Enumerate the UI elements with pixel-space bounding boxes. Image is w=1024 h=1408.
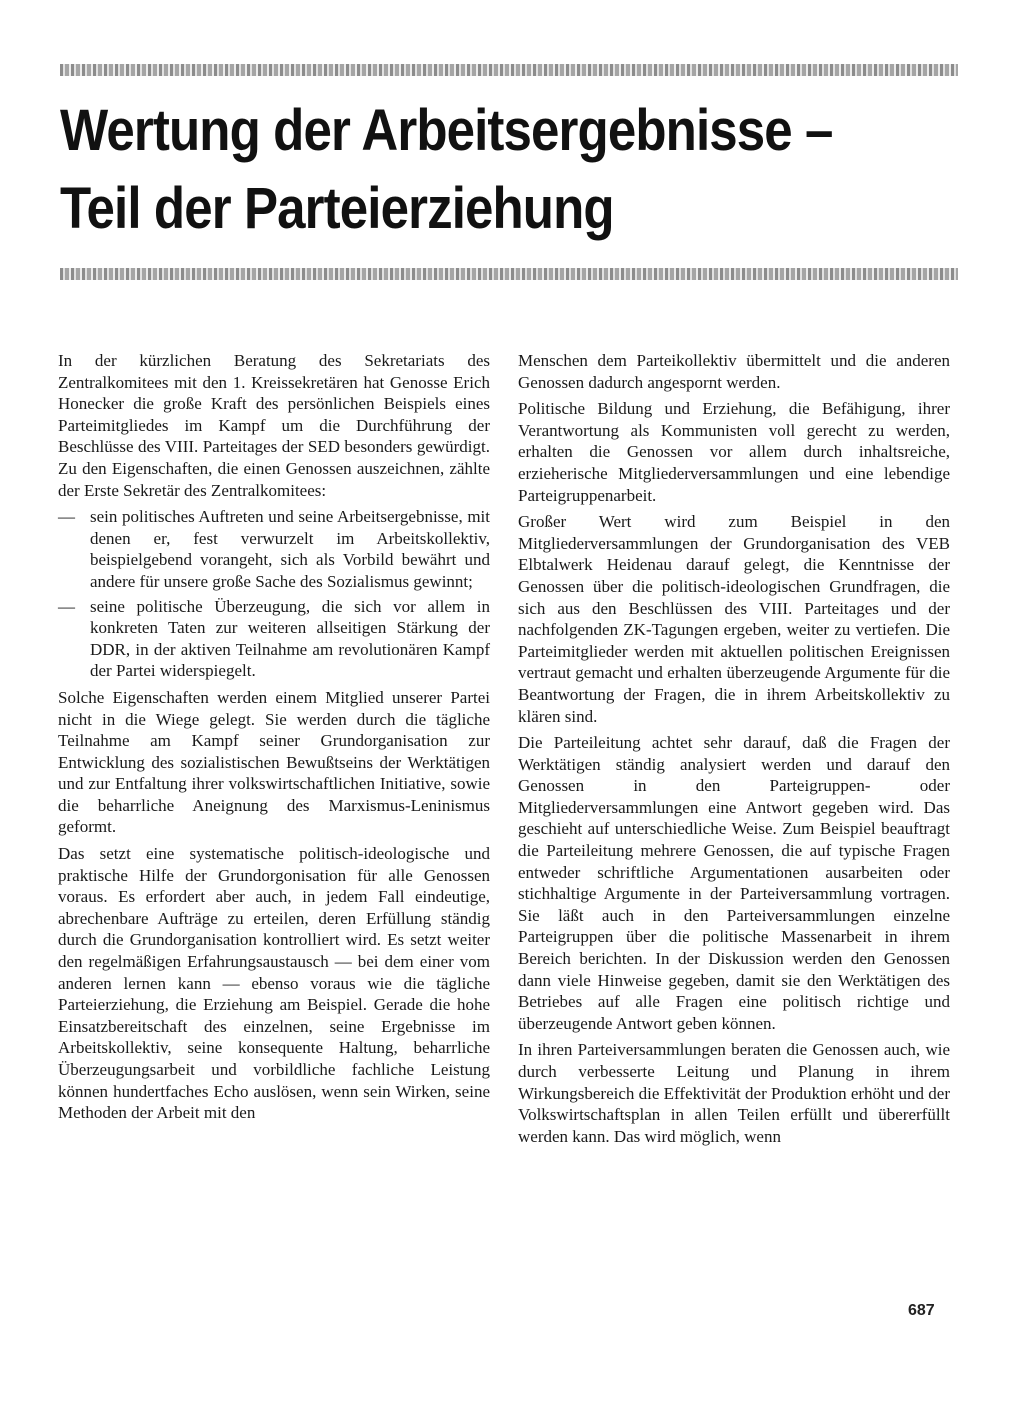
paragraph: In ihren Parteiversammlungen beraten die Genossen auch, wie durch verbesserte Leitung und Planung in ihrem Wirkungsbereich die Effektivität der Produktion erhöht und der Volkswirtschaftsplan in allen Teilen erfüllt und übererfüllt werden kann. Das wird möglich, wenn [518, 1040, 950, 1146]
bullet-list [58, 506, 490, 682]
paragraph: Großer Wert wird zum Beispiel in den Mitgliederversammlungen der Grundorganisation des VEB Elbtalwerk Heidenau darauf gelegt, die Kenntnisse der Genossen über die politisch-ideologischen Grundfragen, die sich aus den Beschlüssen des VIII. Parteitages und der nachfolgenden ZK-Tagungen ergeben, weiter zu vertiefen. Die Parteimitglieder werden mit aktuellen politischen Ereignissen vertraut gemacht und erhalten überzeugende Argumente für die Beantwortung der Fragen, die in ihrem Arbeitskollektiv zu klären sind. [518, 512, 950, 726]
paragraph: Solche Eigenschaften werden einem Mitglied unserer Partei nicht in die Wiege gelegt. Sie werden durch die tägliche Teilnahme am Kampf seiner Grundorganisation zur Entwicklung des sozialistischen Bewußtseins der Werktätigen und zur Entfaltung ihrer volkswirtschaftlichen Initiative, sowie die beharrliche Aneignung des Marxismus-Leninismus geformt. [58, 687, 490, 837]
paragraph: In der kürzlichen Beratung des Sekretariats des Zentralkomitees mit den 1. Kreissekretären hat Genosse Erich Honecker die große Kraft des persönlichen Beispiels eines Parteimitgliedes im Kampf um die Durchführung der Beschlüsse des VIII. Parteitages der SED besonders gewürdigt. Zu den Eigenschaften, die einen Genossen auszeichnen, zählte der Erste Sekretär des Zentralkomitees: [58, 351, 490, 500]
text-column-left [58, 350, 490, 1129]
list-item: — sein politisches Auftreten und seine Arbeitsergebnisse, mit denen er, fest verwurzelt im Arbeitskollektiv, beispielgebend vorangeht, sich als Vorbild bewährt und andere für unsere große Sache des Sozialismus gewinnt; [58, 506, 490, 592]
title-line-2: Teil der Parteierziehung [60, 176, 614, 241]
decorative-rule-bottom [60, 268, 958, 280]
paragraph: Menschen dem Parteikollektiv übermittelt und die anderen Genossen dadurch angespornt werden. [518, 351, 950, 392]
title-line-1: Wertung der Arbeitsergebnisse – [60, 98, 833, 163]
paragraph: Die Parteileitung achtet sehr darauf, daß die Fragen der Werktätigen ständig analysiert werden und darauf den Genossen in den Parteigruppen- oder Mitgliederversammlungen eine Antwort gegeben wird. Das geschieht auf unterschiedliche Weise. Zum Beispiel beauftragt die Parteileitung mehrere Genossen, die auf typische Fragen entweder schriftliche Argumentationen ausarbeiten oder stichhaltige Argumente in der Parteiversammlung vortragen. Sie läßt auch in den Parteiversammlungen einzelne Parteigruppen über die politische Massenarbeit in ihrem Bereich berichten. In der Diskussion werden den Genossen dann viele Hinweise gegeben, damit sie den Werktätigen des Betriebes auf alle Fragen eine politisch richtige und überzeugende Antwort geben können. [518, 733, 950, 1033]
page-number: 687 [908, 1302, 935, 1319]
list-item: — seine politische Überzeugung, die sich vor allem in konkreten Taten zur weiteren allseitigen Stärkung der DDR, in der aktiven Teilnahme am revolutionären Kampf der Partei widerspiegelt. [58, 596, 490, 682]
decorative-rule-top [60, 64, 958, 76]
article-title [60, 92, 852, 248]
paragraph: Das setzt eine systematische politisch-ideologische und praktische Hilfe der Grundorgonisation für alle Genossen voraus. Es erfordert aber auch, in jedem Fall eindeutige, abrechenbare Aufträge zu erteilen, deren Erfüllung ständig durch die Grundorganisation kontrolliert wird. Es setzt weiter den regelmäßigen Erfahrungsaustausch — bei dem einer vom anderen lernen kann — ebenso voraus wie die tägliche Parteierziehung, die Erziehung am Beispiel. Gerade die hohe Einsatzbereitschaft des einzelnen, seine Ergebnisse im Arbeitskollektiv, seine konsequente Haltung, beharrliche Überzeugungsarbeit und vorbildliche fachliche Leistung können hundertfaches Echo auslösen, wenn sein Wirken, seine Methoden der Arbeit mit den [58, 844, 490, 1123]
paragraph: Politische Bildung und Erziehung, die Befähigung, ihrer Verantwortung als Kommunisten voll gerecht zu werden, erhalten die Genossen vor allem durch inhaltsreiche, erzieherische Mitgliederversammlungen und eine lebendige Parteigruppenarbeit. [518, 399, 950, 505]
text-column-right [518, 350, 950, 1152]
